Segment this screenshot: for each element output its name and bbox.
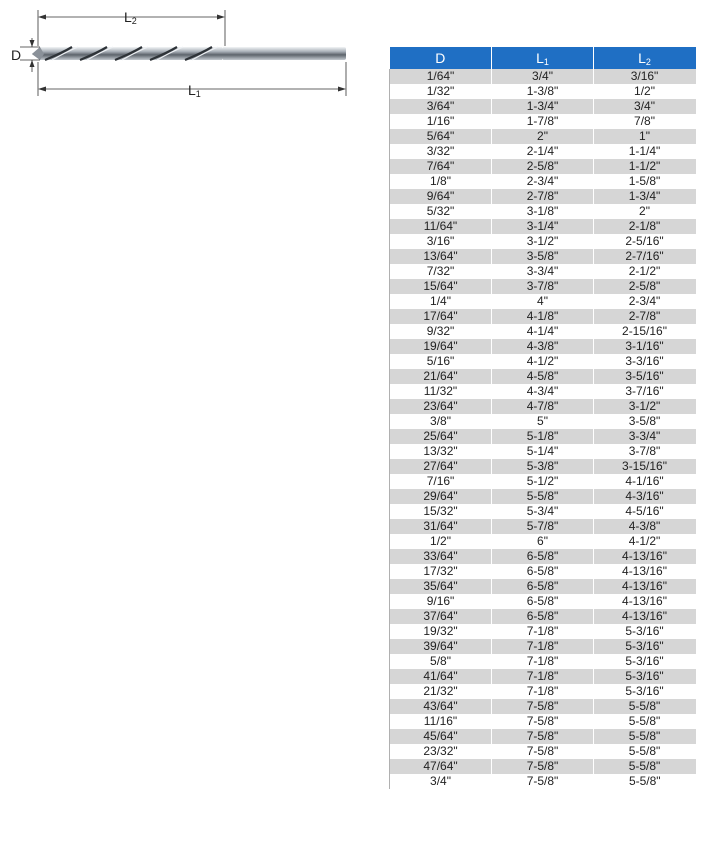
cell-d: 5/32" bbox=[390, 204, 492, 219]
cell-l2: 5-5/8" bbox=[594, 699, 696, 714]
cell-d: 13/64" bbox=[390, 249, 492, 264]
cell-l1: 3-1/4" bbox=[492, 219, 594, 234]
cell-l1: 6" bbox=[492, 534, 594, 549]
cell-l1: 5-1/2" bbox=[492, 474, 594, 489]
table-row bbox=[390, 69, 696, 84]
table-row bbox=[390, 339, 696, 354]
cell-l1: 5-1/4" bbox=[492, 444, 594, 459]
table-row bbox=[390, 219, 696, 234]
l2-label: L2 bbox=[124, 9, 137, 26]
table-row bbox=[390, 759, 696, 774]
cell-l1: 2-1/4" bbox=[492, 144, 594, 159]
cell-d: 15/32" bbox=[390, 504, 492, 519]
table-row bbox=[390, 654, 696, 669]
table-row bbox=[390, 624, 696, 639]
cell-l2: 5-3/16" bbox=[594, 639, 696, 654]
cell-d: 21/64" bbox=[390, 369, 492, 384]
cell-d: 3/32" bbox=[390, 144, 492, 159]
cell-d: 9/32" bbox=[390, 324, 492, 339]
cell-l2: 1/2" bbox=[594, 84, 696, 99]
table-header-row bbox=[390, 47, 696, 69]
cell-l1: 7-1/8" bbox=[492, 639, 594, 654]
cell-l1: 6-5/8" bbox=[492, 579, 594, 594]
cell-d: 17/32" bbox=[390, 564, 492, 579]
table-row bbox=[390, 459, 696, 474]
cell-l1: 6-5/8" bbox=[492, 594, 594, 609]
cell-d: 19/32" bbox=[390, 624, 492, 639]
cell-l2: 3-3/4" bbox=[594, 429, 696, 444]
cell-l1: 3-5/8" bbox=[492, 249, 594, 264]
table-row bbox=[390, 564, 696, 579]
cell-l2: 3-7/16" bbox=[594, 384, 696, 399]
cell-l2: 1-1/4" bbox=[594, 144, 696, 159]
cell-d: 1/64" bbox=[390, 69, 492, 84]
cell-d: 1/2" bbox=[390, 534, 492, 549]
cell-l1: 4-3/4" bbox=[492, 384, 594, 399]
cell-d: 15/64" bbox=[390, 279, 492, 294]
cell-l2: 3-7/8" bbox=[594, 444, 696, 459]
cell-l1: 7-1/8" bbox=[492, 624, 594, 639]
cell-l2: 5-5/8" bbox=[594, 714, 696, 729]
cell-l1: 2-3/4" bbox=[492, 174, 594, 189]
cell-l2: 4-1/16" bbox=[594, 474, 696, 489]
cell-d: 27/64" bbox=[390, 459, 492, 474]
cell-l2: 3/4" bbox=[594, 99, 696, 114]
cell-l2: 4-13/16" bbox=[594, 594, 696, 609]
cell-d: 9/64" bbox=[390, 189, 492, 204]
cell-d: 3/64" bbox=[390, 99, 492, 114]
table-row bbox=[390, 174, 696, 189]
table-body bbox=[390, 69, 696, 789]
cell-l1: 6-5/8" bbox=[492, 549, 594, 564]
cell-l1: 4-3/8" bbox=[492, 339, 594, 354]
cell-l1: 2-5/8" bbox=[492, 159, 594, 174]
table-row bbox=[390, 744, 696, 759]
header-l1: $L_1$ bbox=[492, 47, 594, 69]
cell-l2: 3-15/16" bbox=[594, 459, 696, 474]
cell-d: 7/64" bbox=[390, 159, 492, 174]
cell-l1: 4-5/8" bbox=[492, 369, 594, 384]
table-row bbox=[390, 309, 696, 324]
table-row bbox=[390, 504, 696, 519]
cell-l1: 7-5/8" bbox=[492, 699, 594, 714]
drill-bit bbox=[32, 47, 346, 60]
table-row bbox=[390, 579, 696, 594]
table-row bbox=[390, 609, 696, 624]
cell-l1: 3-1/2" bbox=[492, 234, 594, 249]
table-row bbox=[390, 549, 696, 564]
cell-l1: 7-5/8" bbox=[492, 759, 594, 774]
cell-d: 3/4" bbox=[390, 774, 492, 789]
table-row bbox=[390, 489, 696, 504]
drill-size-table bbox=[389, 47, 696, 789]
cell-l2: 7/8" bbox=[594, 114, 696, 129]
cell-d: 13/32" bbox=[390, 444, 492, 459]
header-l2: $L_2$ bbox=[594, 47, 696, 69]
cell-l2: 2-7/16" bbox=[594, 249, 696, 264]
cell-l1: 6-5/8" bbox=[492, 609, 594, 624]
table-row bbox=[390, 714, 696, 729]
cell-l1: 5-7/8" bbox=[492, 519, 594, 534]
cell-l1: 5-3/8" bbox=[492, 459, 594, 474]
cell-l2: 4-3/16" bbox=[594, 489, 696, 504]
cell-l2: 5-3/16" bbox=[594, 669, 696, 684]
cell-l2: 2-15/16" bbox=[594, 324, 696, 339]
cell-d: 37/64" bbox=[390, 609, 492, 624]
cell-d: 3/16" bbox=[390, 234, 492, 249]
table-row bbox=[390, 114, 696, 129]
cell-l2: 2-1/2" bbox=[594, 264, 696, 279]
cell-d: 1/4" bbox=[390, 294, 492, 309]
cell-l1: 7-5/8" bbox=[492, 729, 594, 744]
table-row bbox=[390, 519, 696, 534]
cell-d: 31/64" bbox=[390, 519, 492, 534]
cell-l2: 5-5/8" bbox=[594, 759, 696, 774]
table-row bbox=[390, 414, 696, 429]
table-row bbox=[390, 774, 696, 789]
cell-l1: 5-5/8" bbox=[492, 489, 594, 504]
table-row bbox=[390, 324, 696, 339]
cell-l2: 2-7/8" bbox=[594, 309, 696, 324]
table-row bbox=[390, 729, 696, 744]
cell-l1: 2" bbox=[492, 129, 594, 144]
cell-d: 19/64" bbox=[390, 339, 492, 354]
cell-l2: 2-5/8" bbox=[594, 279, 696, 294]
cell-d: 25/64" bbox=[390, 429, 492, 444]
table-row bbox=[390, 294, 696, 309]
cell-d: 9/16" bbox=[390, 594, 492, 609]
table-row bbox=[390, 534, 696, 549]
cell-d: 3/8" bbox=[390, 414, 492, 429]
cell-l1: 7-1/8" bbox=[492, 654, 594, 669]
cell-l1: 5-1/8" bbox=[492, 429, 594, 444]
cell-d: 29/64" bbox=[390, 489, 492, 504]
cell-l2: 1-5/8" bbox=[594, 174, 696, 189]
cell-l1: 7-5/8" bbox=[492, 774, 594, 789]
cell-d: 41/64" bbox=[390, 669, 492, 684]
cell-d: 11/16" bbox=[390, 714, 492, 729]
table-row bbox=[390, 669, 696, 684]
cell-d: 1/16" bbox=[390, 114, 492, 129]
table-row bbox=[390, 99, 696, 114]
cell-l1: 7-5/8" bbox=[492, 744, 594, 759]
cell-l2: 5-3/16" bbox=[594, 624, 696, 639]
cell-l2: 4-3/8" bbox=[594, 519, 696, 534]
cell-l2: 5-5/8" bbox=[594, 729, 696, 744]
cell-l2: 5-3/16" bbox=[594, 654, 696, 669]
cell-l2: 4-13/16" bbox=[594, 609, 696, 624]
cell-d: 39/64" bbox=[390, 639, 492, 654]
cell-l1: 7-1/8" bbox=[492, 684, 594, 699]
cell-l2: 1-1/2" bbox=[594, 159, 696, 174]
cell-d: 11/64" bbox=[390, 219, 492, 234]
cell-l1: 4-1/2" bbox=[492, 354, 594, 369]
cell-l1: 3/4" bbox=[492, 69, 594, 84]
table-row bbox=[390, 699, 696, 714]
cell-d: 7/16" bbox=[390, 474, 492, 489]
cell-l1: 7-1/8" bbox=[492, 669, 594, 684]
cell-d: 21/32" bbox=[390, 684, 492, 699]
cell-d: 35/64" bbox=[390, 579, 492, 594]
cell-l2: 3-5/8" bbox=[594, 414, 696, 429]
cell-l2: 4-13/16" bbox=[594, 549, 696, 564]
header-d: D bbox=[390, 47, 492, 69]
table-row bbox=[390, 234, 696, 249]
table-row bbox=[390, 399, 696, 414]
cell-l1: 7-5/8" bbox=[492, 714, 594, 729]
cell-d: 7/32" bbox=[390, 264, 492, 279]
cell-l2: 5-5/8" bbox=[594, 774, 696, 789]
cell-d: 23/64" bbox=[390, 399, 492, 414]
table-row bbox=[390, 84, 696, 99]
cell-d: 47/64" bbox=[390, 759, 492, 774]
cell-l1: 4-7/8" bbox=[492, 399, 594, 414]
table-row bbox=[390, 474, 696, 489]
table-row bbox=[390, 264, 696, 279]
cell-d: 5/64" bbox=[390, 129, 492, 144]
table-row bbox=[390, 144, 696, 159]
cell-d: 23/32" bbox=[390, 744, 492, 759]
cell-d: 5/8" bbox=[390, 654, 492, 669]
cell-l2: 2-3/4" bbox=[594, 294, 696, 309]
drill-bit-diagram bbox=[0, 0, 360, 110]
cell-l2: 2" bbox=[594, 204, 696, 219]
cell-d: 17/64" bbox=[390, 309, 492, 324]
cell-l2: 4-13/16" bbox=[594, 564, 696, 579]
cell-l1: 2-7/8" bbox=[492, 189, 594, 204]
table-row bbox=[390, 429, 696, 444]
table-row bbox=[390, 444, 696, 459]
table-row bbox=[390, 369, 696, 384]
cell-d: 11/32" bbox=[390, 384, 492, 399]
table-row bbox=[390, 129, 696, 144]
cell-l2: 1-3/4" bbox=[594, 189, 696, 204]
cell-l2: 3/16" bbox=[594, 69, 696, 84]
cell-d: 1/8" bbox=[390, 174, 492, 189]
cell-l1: 1-3/4" bbox=[492, 99, 594, 114]
cell-d: 45/64" bbox=[390, 729, 492, 744]
cell-l2: 1" bbox=[594, 129, 696, 144]
cell-l1: 4" bbox=[492, 294, 594, 309]
cell-l2: 4-13/16" bbox=[594, 579, 696, 594]
cell-l1: 3-1/8" bbox=[492, 204, 594, 219]
table-row bbox=[390, 189, 696, 204]
table-row bbox=[390, 279, 696, 294]
cell-l2: 2-5/16" bbox=[594, 234, 696, 249]
cell-d: 33/64" bbox=[390, 549, 492, 564]
cell-l2: 5-5/8" bbox=[594, 744, 696, 759]
table-row bbox=[390, 594, 696, 609]
d-label: D bbox=[11, 47, 22, 63]
cell-l2: 2-1/8" bbox=[594, 219, 696, 234]
table-row bbox=[390, 354, 696, 369]
cell-l2: 4-5/16" bbox=[594, 504, 696, 519]
cell-l1: 6-5/8" bbox=[492, 564, 594, 579]
cell-l1: 3-7/8" bbox=[492, 279, 594, 294]
table-row bbox=[390, 384, 696, 399]
cell-l2: 3-3/16" bbox=[594, 354, 696, 369]
cell-l2: 3-5/16" bbox=[594, 369, 696, 384]
cell-d: 43/64" bbox=[390, 699, 492, 714]
cell-d: 1/32" bbox=[390, 84, 492, 99]
cell-l2: 5-3/16" bbox=[594, 684, 696, 699]
l1-label: L1 bbox=[188, 82, 201, 99]
table-row bbox=[390, 639, 696, 654]
table-row bbox=[390, 249, 696, 264]
cell-l1: 1-7/8" bbox=[492, 114, 594, 129]
table-row bbox=[390, 159, 696, 174]
cell-l1: 1-3/8" bbox=[492, 84, 594, 99]
cell-l1: 3-3/4" bbox=[492, 264, 594, 279]
cell-d: 5/16" bbox=[390, 354, 492, 369]
cell-l1: 4-1/8" bbox=[492, 309, 594, 324]
cell-l1: 5-3/4" bbox=[492, 504, 594, 519]
cell-l2: 4-1/2" bbox=[594, 534, 696, 549]
table-row bbox=[390, 684, 696, 699]
cell-l1: 5" bbox=[492, 414, 594, 429]
cell-l2: 3-1/2" bbox=[594, 399, 696, 414]
table-row bbox=[390, 204, 696, 219]
cell-l2: 3-1/16" bbox=[594, 339, 696, 354]
cell-l1: 4-1/4" bbox=[492, 324, 594, 339]
